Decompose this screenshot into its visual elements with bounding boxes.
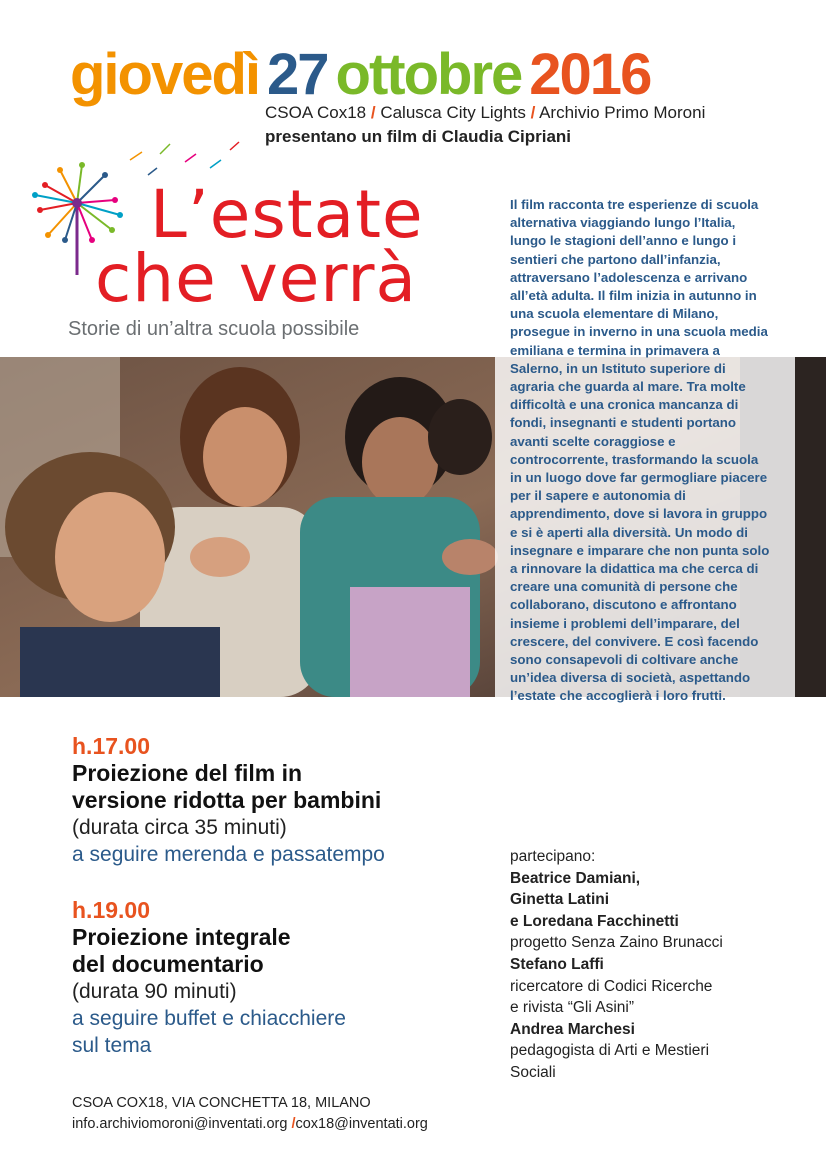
separator: / [370, 103, 376, 122]
participant-role: pedagogista di Arti e Mestieri [510, 1042, 710, 1060]
presenters-line: presentano un film di Claudia Cipriani [265, 127, 572, 146]
participants-list [510, 846, 810, 1084]
date-month: ottobre [335, 42, 522, 107]
film-title-line1: L’estate [150, 176, 424, 253]
footer [72, 1093, 428, 1135]
org-calusca: Calusca City Lights [380, 103, 526, 122]
schedule-duration: (durata circa 35 minuti) [72, 816, 287, 839]
contact-emails [72, 1114, 428, 1135]
date-year: 2016 [529, 42, 651, 107]
participant-name: Andrea Marchesi [510, 1020, 635, 1038]
venue-address: CSOA COX18, VIA CONCHETTA 18, MILANO [72, 1095, 371, 1111]
event-date [70, 40, 658, 110]
participant-role: Sociali [510, 1063, 556, 1081]
schedule-item [72, 733, 492, 868]
schedule-title: Proiezione integrale [72, 924, 291, 950]
organizers-line [265, 103, 705, 123]
separator: / [291, 1116, 296, 1132]
schedule-time: h.17.00 [72, 733, 150, 759]
participant-role: ricercatore di Codici Ricerche [510, 977, 713, 995]
participant-name: Ginetta Latini [510, 891, 610, 909]
date-day: 27 [267, 42, 328, 107]
org-archivio: Archivio Primo Moroni [539, 103, 706, 122]
film-logo [20, 140, 500, 355]
schedule-duration: (durata 90 minuti) [72, 980, 237, 1003]
separator: / [530, 103, 536, 122]
date-weekday: giovedì [70, 42, 260, 107]
schedule-title: del documentario [72, 951, 264, 977]
schedule-time: h.19.00 [72, 897, 150, 923]
org-cox18: CSOA Cox18 [265, 103, 367, 122]
synopsis-text: Il film racconta tre esperienze di scuola alternativa viaggiando lungo l’Italia, lungo le stagioni dell’anno e lungo i sentieri che partono dall’infanzia, attraversano l’adolescenza e arrivano all’età adulta. Il film inizia in autunno in una scuola elementare di Milano, prosegue in inverno in una scuola media emiliana e termina in primavera a Salerno, in un Istituto superiore di agraria che guarda al mare. Tra molte difficoltà e una cronica mancanza di fondi, insegnanti e studenti portano avanti scelte coraggiose e controcorrente, trasformando la scuola in un luogo dove far germogliare piacere per il sapere e autonomia di apprendimento, dove si lavora in gruppo e si è aperti alla diversità. Un modo di insegnare e imparare che non punta solo a rinnovare la didattica ma che cerca di creare una comunità di persone che collaborano, discutono e affrontano insieme i problemi dell’imparare, del crescere, del convivere. E così facendo sono consapevoli di coltivare anche un’idea diversa di società, aspettando l’estate che accoglierà i loro frutti. [510, 197, 770, 704]
schedule-item [72, 897, 492, 1059]
film-subtitle: Storie di un’altra scuola possibile [68, 318, 360, 340]
participants-label: partecipano: [510, 848, 596, 865]
email-archivio[interactable]: info.archiviomoroni@inventati.org [72, 1116, 288, 1132]
schedule-title: versione ridotta per bambini [72, 787, 382, 813]
participant-name: e Loredana Facchinetti [510, 912, 679, 930]
participant-role: e rivista “Gli Asini” [510, 999, 635, 1017]
schedule-followup: sul tema [72, 1034, 152, 1057]
participant-role: progetto Senza Zaino Brunacci [510, 934, 723, 952]
participant-name: Beatrice Damiani, [510, 869, 641, 887]
schedule-followup: a seguire merenda e passatempo [72, 843, 385, 866]
film-title-line2: che verrà [95, 240, 417, 317]
schedule-title: Proiezione del film in [72, 760, 303, 786]
email-cox18[interactable]: cox18@inventati.org [295, 1116, 428, 1132]
schedule-followup: a seguire buffet e chiacchiere [72, 1007, 346, 1030]
participant-name: Stefano Laffi [510, 955, 604, 973]
